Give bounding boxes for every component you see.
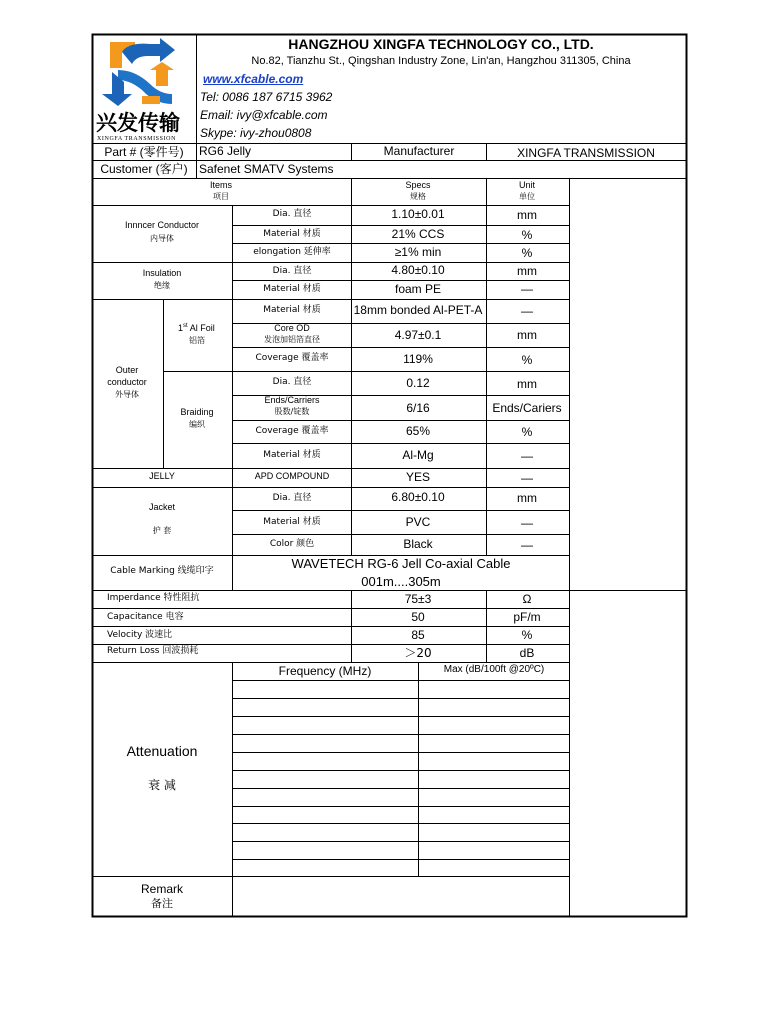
jacket-color-spec: Black	[403, 537, 433, 551]
customer-value: Safenet SMATV Systems	[199, 162, 334, 176]
attenuation-frequency-header: Frequency (MHz)	[278, 664, 372, 678]
jacket-material-item: Material 材质	[263, 517, 321, 527]
company-address: No.82, Tianzhu St., Qingshan Industry Zone, Lin'an, Hangzhou 311305, China	[251, 55, 631, 67]
foil-coverage-item: Coverage 覆盖率	[255, 353, 329, 363]
velocity-item: Velocity 波速比	[107, 630, 173, 640]
cable-marking-label: Cable Marking 线缆印字	[110, 566, 214, 576]
braid-dia-item: Dia. 直径	[272, 377, 312, 387]
outer-conductor-label: Outer	[115, 365, 139, 375]
impedance-item: Imperdance 特性阻抗	[107, 593, 200, 603]
website-link[interactable]: www.xfcable.com	[203, 72, 304, 86]
insulation-dia-unit: mm	[517, 264, 537, 278]
insulation-material-unit: —	[521, 282, 533, 296]
jelly-label: JELLY	[149, 471, 175, 481]
braid-dia-unit: mm	[517, 377, 537, 391]
customer-label: Customer (客户)	[100, 162, 188, 176]
braid-coverage-item: Coverage 覆盖率	[255, 426, 329, 436]
velocity-unit: %	[521, 628, 533, 642]
part-label: Part # (零件号)	[104, 145, 184, 159]
inner-material-unit: %	[521, 228, 533, 242]
jacket-dia-item: Dia. 直径	[272, 493, 312, 503]
insulation-dia-spec: 4.80±0.10	[391, 263, 445, 277]
col-specs-header-cn: 规格	[410, 192, 426, 201]
braid-material-item: Material 材质	[263, 450, 321, 460]
outer-conductor-label-2: conductor	[107, 377, 147, 387]
contact-skype: Skype: ivy-zhou0808	[200, 126, 312, 140]
braid-ends-item-cn: 股数/锭数	[274, 407, 310, 416]
col-items-header-cn: 项目	[213, 192, 229, 201]
foil-label: 1st Al Foil	[178, 323, 215, 333]
capacitance-unit: pF/m	[513, 610, 541, 624]
braiding-label-cn: 编织	[189, 420, 205, 429]
col-unit-header: Unit	[518, 180, 536, 190]
return-loss-item: Return Loss 回波损耗	[107, 646, 199, 656]
jacket-dia-unit: mm	[517, 491, 537, 505]
inner-conductor-label: Innncer Conductor	[124, 220, 200, 230]
foil-coreod-spec: 4.97±0.1	[394, 328, 442, 342]
col-items-header: Items	[209, 180, 233, 190]
foil-label-sup: st	[183, 323, 188, 329]
manufacturer-label: Manufacturer	[383, 144, 455, 158]
foil-material-item: Material 材质	[263, 305, 321, 315]
inner-material-spec: 21% CCS	[391, 227, 445, 241]
logo-chinese-text: 兴发传输	[96, 111, 180, 135]
jelly-spec: YES	[405, 470, 431, 484]
inner-elongation-spec: ≥1% min	[394, 245, 442, 259]
manufacturer-value: XINGFA TRANSMISSION	[517, 146, 655, 160]
remark-label-cn: 备注	[151, 897, 173, 910]
jacket-dia-spec: 6.80±0.10	[391, 490, 445, 504]
attenuation-label: Attenuation	[126, 743, 198, 759]
return-loss-unit: dB	[519, 646, 535, 660]
velocity-spec: 85	[411, 628, 425, 642]
jacket-material-unit: —	[521, 516, 533, 530]
braid-ends-spec: 6/16	[406, 401, 430, 415]
impedance-unit: Ω	[522, 592, 532, 606]
braid-ends-item: Ends/Carriers	[264, 395, 320, 405]
braid-material-unit: —	[521, 449, 533, 463]
foil-coverage-spec: 119%	[403, 352, 433, 366]
impedance-spec: 75±3	[404, 592, 432, 606]
foil-material-spec: 18mm bonded Al-PET-A	[353, 303, 483, 317]
contact-email: Email: ivy@xfcable.com	[200, 108, 328, 122]
part-value: RG6 Jelly	[199, 144, 252, 158]
insulation-label-cn: 绝缘	[154, 281, 170, 290]
col-specs-header: Specs	[405, 180, 431, 190]
foil-label-cn: 铝箔	[189, 336, 205, 345]
contact-tel: Tel: 0086 187 6715 3962	[200, 90, 333, 104]
jelly-unit: —	[521, 471, 533, 485]
braiding-label: Braiding	[180, 407, 214, 417]
jacket-label-cn: 护 套	[152, 526, 172, 535]
foil-coreod-item: Core OD	[274, 323, 310, 333]
inner-dia-item: Dia. 直径	[272, 209, 312, 219]
outer-conductor-label-cn: 外导体	[115, 390, 139, 399]
jacket-material-spec: PVC	[405, 515, 431, 529]
jelly-item: APD COMPOUND	[254, 471, 330, 481]
logo-english-text: XINGFA TRANSMISSION	[97, 136, 177, 142]
inner-elongation-unit: %	[521, 246, 533, 260]
inner-dia-spec: 1.10±0.01	[391, 207, 445, 221]
attenuation-label-cn: 衰 减	[148, 778, 176, 792]
capacitance-item: Capacitance 电容	[107, 612, 184, 622]
return-loss-spec: ＞20	[404, 646, 432, 660]
remark-label: Remark	[140, 882, 184, 896]
attenuation-max-header: Max (dB/100ft @20ºC)	[443, 664, 545, 675]
insulation-material-spec: foam PE	[394, 282, 442, 296]
inner-material-item: Material 材质	[263, 229, 321, 239]
cable-marking-line2: 001m....305m	[361, 574, 441, 589]
cable-marking-line1: WAVETECH RG-6 Jell Co-axial Cable	[291, 556, 511, 571]
foil-coverage-unit: %	[521, 353, 533, 367]
foil-coreod-item-cn: 发泡加铝箔直径	[264, 335, 320, 344]
braid-ends-unit: Ends/Cariers	[492, 401, 562, 415]
braid-coverage-unit: %	[521, 425, 533, 439]
braid-material-spec: Al-Mg	[402, 448, 434, 462]
inner-elongation-item: elongation 延伸率	[253, 247, 331, 257]
capacitance-spec: 50	[411, 610, 425, 624]
jacket-color-unit: —	[521, 538, 533, 552]
inner-dia-unit: mm	[517, 208, 537, 222]
insulation-label: Insulation	[142, 268, 182, 278]
company-name: HANGZHOU XINGFA TECHNOLOGY CO., LTD.	[288, 36, 594, 52]
insulation-material-item: Material 材质	[263, 284, 321, 294]
braid-coverage-spec: 65%	[405, 424, 431, 438]
jacket-label: Jacket	[148, 502, 176, 512]
col-unit-header-cn: 单位	[519, 192, 535, 201]
foil-coreod-unit: mm	[517, 328, 537, 342]
foil-material-unit: —	[521, 304, 533, 318]
insulation-dia-item: Dia. 直径	[272, 266, 312, 276]
inner-conductor-label-cn: 内导体	[150, 234, 174, 243]
jacket-color-item: Color 颜色	[269, 539, 315, 549]
braid-dia-spec: 0.12	[406, 376, 430, 390]
